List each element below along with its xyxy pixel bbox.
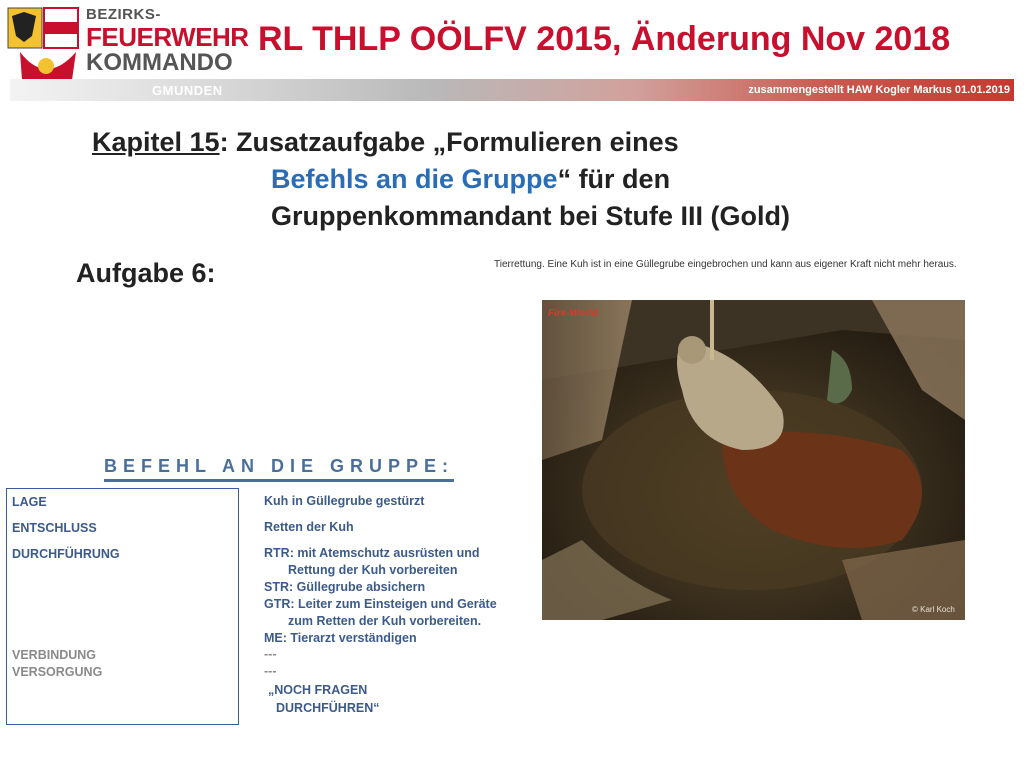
value-entschluss: Retten der Kuh: [264, 520, 354, 534]
value-versorgung: ---: [264, 664, 277, 678]
author-credit: zusammengestellt HAW Kogler Markus 01.01.2019: [748, 84, 1010, 96]
label-entschluss: ENTSCHLUSS: [12, 521, 97, 535]
scenario-caption: Tierrettung. Eine Kuh ist in eine Güllegrube eingebrochen und kann aus eigener Kraft nicht mehr heraus.: [494, 259, 957, 270]
befehl-title: BEFEHL AN DIE GRUPPE:: [104, 456, 454, 482]
value-verbindung: ---: [264, 647, 277, 661]
value-fragen-1: „NOCH FRAGEN: [268, 683, 368, 697]
coat-of-arms-icon: [6, 6, 86, 86]
task-label: Aufgabe 6:: [76, 258, 216, 288]
value-lage: Kuh in Güllegrube gestürzt: [264, 494, 425, 508]
chapter-label: Kapitel 15: [92, 127, 220, 157]
logo-line-1: BEZIRKS-: [86, 6, 161, 23]
logo-line-3: KOMMANDO: [86, 49, 233, 76]
rescue-photo: [542, 300, 965, 620]
value-me: ME: Tierarzt verständigen: [264, 631, 417, 645]
chapter-text-1: : Zusatzaufgabe „Formulieren eines: [219, 127, 679, 157]
logo-line-2: FEUERWEHR: [86, 22, 249, 52]
page-title: RL THLP OÖLFV 2015, Änderung Nov 2018: [258, 20, 951, 58]
photo-watermark: Fire-World: [548, 308, 598, 319]
cow-in-pit-image: [542, 300, 965, 620]
value-str: STR: Güllegrube absichern: [264, 580, 426, 594]
chapter-highlight: Befehls an die Gruppe: [271, 164, 558, 194]
photo-credit: © Karl Koch: [912, 605, 955, 614]
chapter-text-2: “ für den: [557, 164, 671, 194]
value-gtr-2: zum Retten der Kuh vorbereiten.: [288, 614, 482, 628]
logo-text: [86, 6, 249, 76]
chapter-heading: [92, 124, 790, 235]
value-fragen-2: DURCHFÜHREN“: [276, 701, 380, 715]
chapter-text-3: Gruppenkommandant bei Stufe III (Gold): [271, 201, 791, 231]
label-versorgung: VERSORGUNG: [12, 665, 103, 679]
value-rtr-1: RTR: mit Atemschutz ausrüsten und: [264, 546, 480, 560]
label-verbindung: VERBINDUNG: [12, 648, 97, 662]
label-durchfuehrung: DURCHFÜHRUNG: [12, 547, 120, 561]
value-gtr-1: GTR: Leiter zum Einsteigen und Geräte: [264, 597, 497, 611]
value-rtr-2: Rettung der Kuh vorbereiten: [288, 563, 458, 577]
label-lage: LAGE: [12, 495, 47, 509]
district-label: GMUNDEN: [152, 83, 223, 98]
